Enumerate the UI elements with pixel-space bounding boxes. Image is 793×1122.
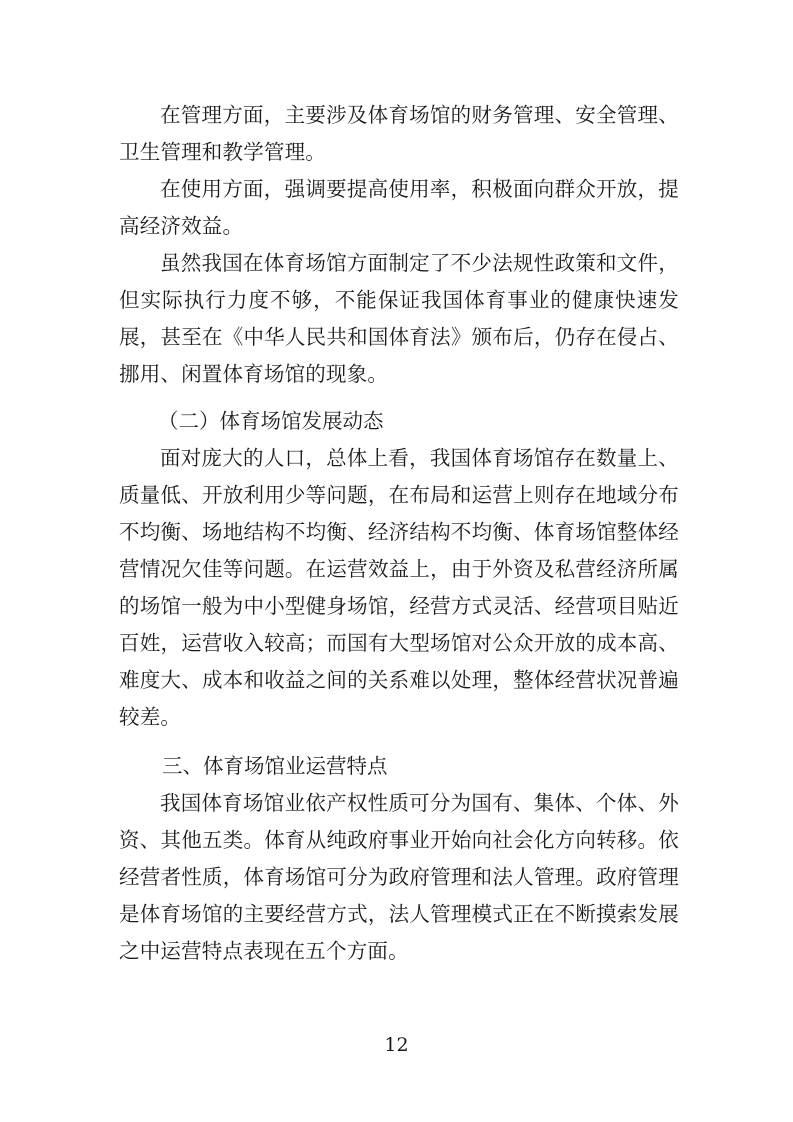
page-number: 12 xyxy=(384,1034,409,1056)
section-heading-operation: 三、体育场馆业运营特点 xyxy=(162,754,388,778)
paragraph-regulations: 虽然我国在体育场馆方面制定了不少法规性政策和文件，但实际执行力度不够，不能保证我国体育事业的健康快速发展，甚至在《中华人民共和国体育法》颁布后，仍存在侵占、挪用、闲置体育场馆的现象。 xyxy=(119,251,679,386)
paragraph-usage: 在使用方面，强调要提高使用率，积极面向群众开放，提高经济效益。 xyxy=(119,177,679,238)
page-content xyxy=(119,97,679,970)
section-heading-development: （二）体育场馆发展动态 xyxy=(158,409,384,433)
paragraph-operation: 我国体育场馆业依产权性质可分为国有、集体、个体、外资、其他五类。体育从纯政府事业开始向社会化方向转移。依经营者性质，体育场馆可分为政府管理和法人管理。政府管理是体育场馆的主要经营方式，法人管理模式正在不断摸索发展之中运营特点表现在五个方面。 xyxy=(119,791,679,963)
paragraph-management: 在管理方面，主要涉及体育场馆的财务管理、安全管理、卫生管理和教学管理。 xyxy=(119,103,679,164)
paragraph-development: 面对庞大的人口，总体上看，我国体育场馆存在数量上、质量低、开放利用少等问题，在布局和运营上则存在地域分布不均衡、场地结构不均衡、经济结构不均衡、体育场馆整体经营情况欠佳等问题。在运营效益上，由于外资及私营经济所属的场馆一般为中小型健身场馆，经营方式灵活、经营项目贴近百姓，运营收入较高；而国有大型场馆对公众开放的成本高、难度大、成本和收益之间的关系难以处理，整体经营状况普遍较差。 xyxy=(119,446,679,729)
